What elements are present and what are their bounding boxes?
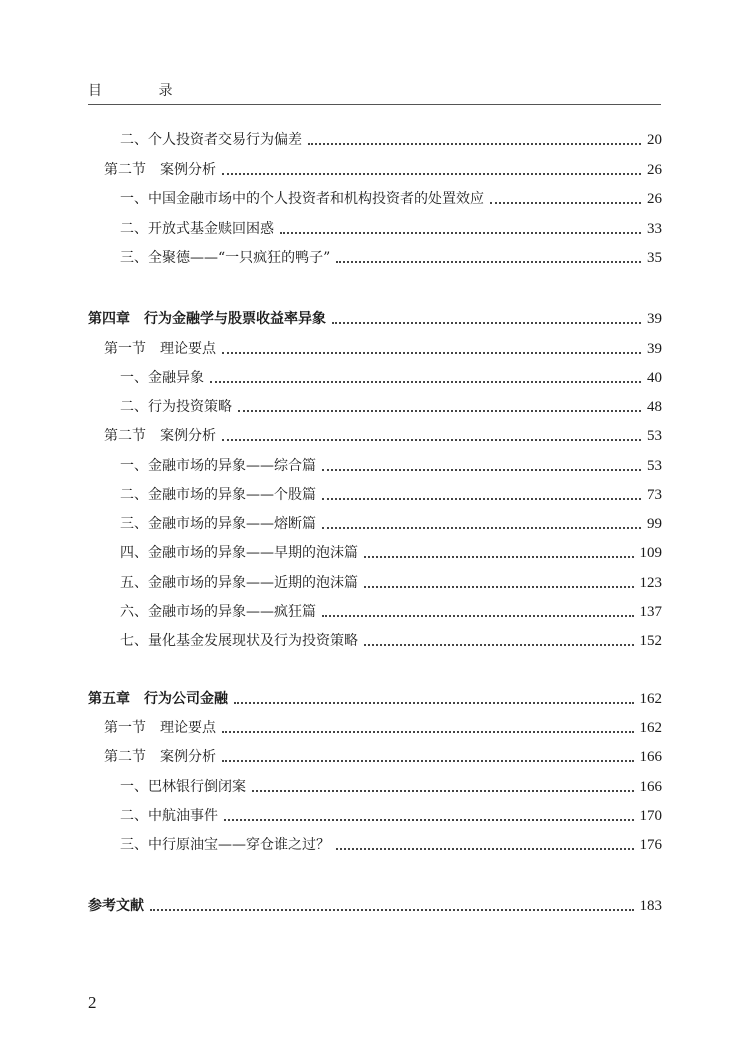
toc-entry-page: 152 [639, 633, 662, 649]
dot-leader [150, 908, 634, 911]
toc-entry[interactable] [120, 396, 662, 418]
toc-chapter-title: 第五章 行为公司金融 [88, 691, 228, 707]
toc-entry[interactable] [120, 247, 662, 269]
toc-entry[interactable] [120, 188, 662, 210]
toc-section-title: 第一节 理论要点 [104, 720, 216, 736]
dot-leader [364, 585, 634, 588]
dot-leader [332, 321, 641, 324]
toc-chapter-page: 39 [647, 311, 662, 327]
toc-chapter-title: 参考文献 [88, 898, 144, 914]
toc-entry-page: 137 [639, 604, 662, 620]
toc-section-page: 26 [647, 162, 662, 178]
toc-entry[interactable] [120, 218, 662, 240]
toc-entry-title: 四、金融市场的异象——早期的泡沫篇 [120, 545, 358, 561]
dot-leader [364, 643, 634, 646]
toc-entry-title: 二、开放式基金赎回困惑 [120, 221, 274, 237]
toc-entry-page: 99 [647, 516, 662, 532]
toc-entry[interactable] [120, 572, 662, 594]
dot-leader [322, 526, 641, 529]
toc-entry-title: 二、中航油事件 [120, 808, 218, 824]
header-rule [88, 104, 661, 105]
toc-entry-title: 二、个人投资者交易行为偏差 [120, 132, 302, 148]
toc-entry-title: 一、金融异象 [120, 370, 204, 386]
toc-section-page: 162 [639, 720, 662, 736]
toc-entry[interactable] [120, 776, 662, 798]
toc-entry[interactable] [120, 805, 662, 827]
dot-leader [224, 818, 634, 821]
toc-section-page: 39 [647, 341, 662, 357]
toc-entry-title: 一、中国金融市场中的个人投资者和机构投资者的处置效应 [120, 191, 484, 207]
toc-entry[interactable] [120, 129, 662, 151]
toc-entry[interactable] [120, 513, 662, 535]
toc-entry-page: 170 [639, 808, 662, 824]
dot-leader [238, 409, 641, 412]
toc-chapter[interactable] [88, 895, 662, 917]
dot-leader [222, 351, 641, 354]
toc-chapter-page: 183 [639, 898, 662, 914]
toc-entry-title: 六、金融市场的异象——疯狂篇 [120, 604, 316, 620]
dot-leader [336, 260, 641, 263]
toc-entry-page: 40 [647, 370, 662, 386]
toc-entry[interactable] [120, 601, 662, 623]
toc-chapter[interactable] [88, 308, 662, 330]
toc-entry[interactable] [120, 484, 662, 506]
dot-leader [308, 142, 641, 145]
toc-entry[interactable] [120, 367, 662, 389]
toc-chapter-title: 第四章 行为金融学与股票收益率异象 [88, 311, 326, 327]
dot-leader [210, 380, 641, 383]
page-number: 2 [88, 993, 97, 1012]
toc-entry-title: 三、全聚德——“一只疯狂的鸭子” [120, 250, 331, 266]
toc-entry[interactable] [120, 834, 662, 856]
toc-chapter-page: 162 [639, 691, 662, 707]
toc-entry-page: 53 [647, 458, 662, 474]
toc-entry-title: 七、量化基金发展现状及行为投资策略 [120, 633, 358, 649]
dot-leader [222, 172, 641, 175]
toc-entry-title: 二、金融市场的异象——个股篇 [120, 487, 316, 503]
toc-section[interactable] [104, 338, 662, 360]
toc-chapter[interactable] [88, 688, 662, 710]
toc-section[interactable] [104, 717, 662, 739]
dot-leader [222, 759, 634, 762]
running-header: 目 录 [88, 83, 199, 99]
toc-section-title: 第二节 案例分析 [104, 162, 216, 178]
dot-leader [252, 789, 634, 792]
toc-entry-page: 33 [647, 221, 662, 237]
toc-entry-page: 20 [647, 132, 662, 148]
toc-section[interactable] [104, 746, 662, 768]
dot-leader [234, 701, 634, 704]
toc-section-page: 166 [639, 749, 662, 765]
dot-leader [336, 847, 634, 850]
toc-entry-page: 35 [647, 250, 662, 266]
toc-entry-page: 123 [639, 575, 662, 591]
toc-entry-title: 二、行为投资策略 [120, 399, 232, 415]
toc-entry-page: 109 [639, 545, 662, 561]
toc-section[interactable] [104, 425, 662, 447]
toc-entry-page: 48 [647, 399, 662, 415]
toc-section[interactable] [104, 159, 662, 181]
toc-section-title: 第二节 案例分析 [104, 749, 216, 765]
toc-entry-title: 五、金融市场的异象——近期的泡沫篇 [120, 575, 358, 591]
toc-entry-title: 一、金融市场的异象——综合篇 [120, 458, 316, 474]
dot-leader [490, 201, 641, 204]
dot-leader [222, 438, 641, 441]
toc-entry-page: 166 [639, 779, 662, 795]
toc-entry[interactable] [120, 542, 662, 564]
dot-leader [364, 555, 634, 558]
toc-section-page: 53 [647, 428, 662, 444]
toc-entry-title: 三、金融市场的异象——熔断篇 [120, 516, 316, 532]
dot-leader [322, 614, 634, 617]
dot-leader [222, 730, 634, 733]
toc-entry-page: 26 [647, 191, 662, 207]
dot-leader [280, 231, 641, 234]
dot-leader [322, 468, 641, 471]
toc-entry-title: 一、巴林银行倒闭案 [120, 779, 246, 795]
toc-entry-title: 三、中行原油宝——穿仓谁之过？ [120, 837, 330, 853]
toc-section-title: 第一节 理论要点 [104, 341, 216, 357]
dot-leader [322, 497, 641, 500]
toc-entry-page: 73 [647, 487, 662, 503]
toc-section-title: 第二节 案例分析 [104, 428, 216, 444]
toc-entry[interactable] [120, 630, 662, 652]
toc-entry[interactable] [120, 455, 662, 477]
toc-entry-page: 176 [639, 837, 662, 853]
